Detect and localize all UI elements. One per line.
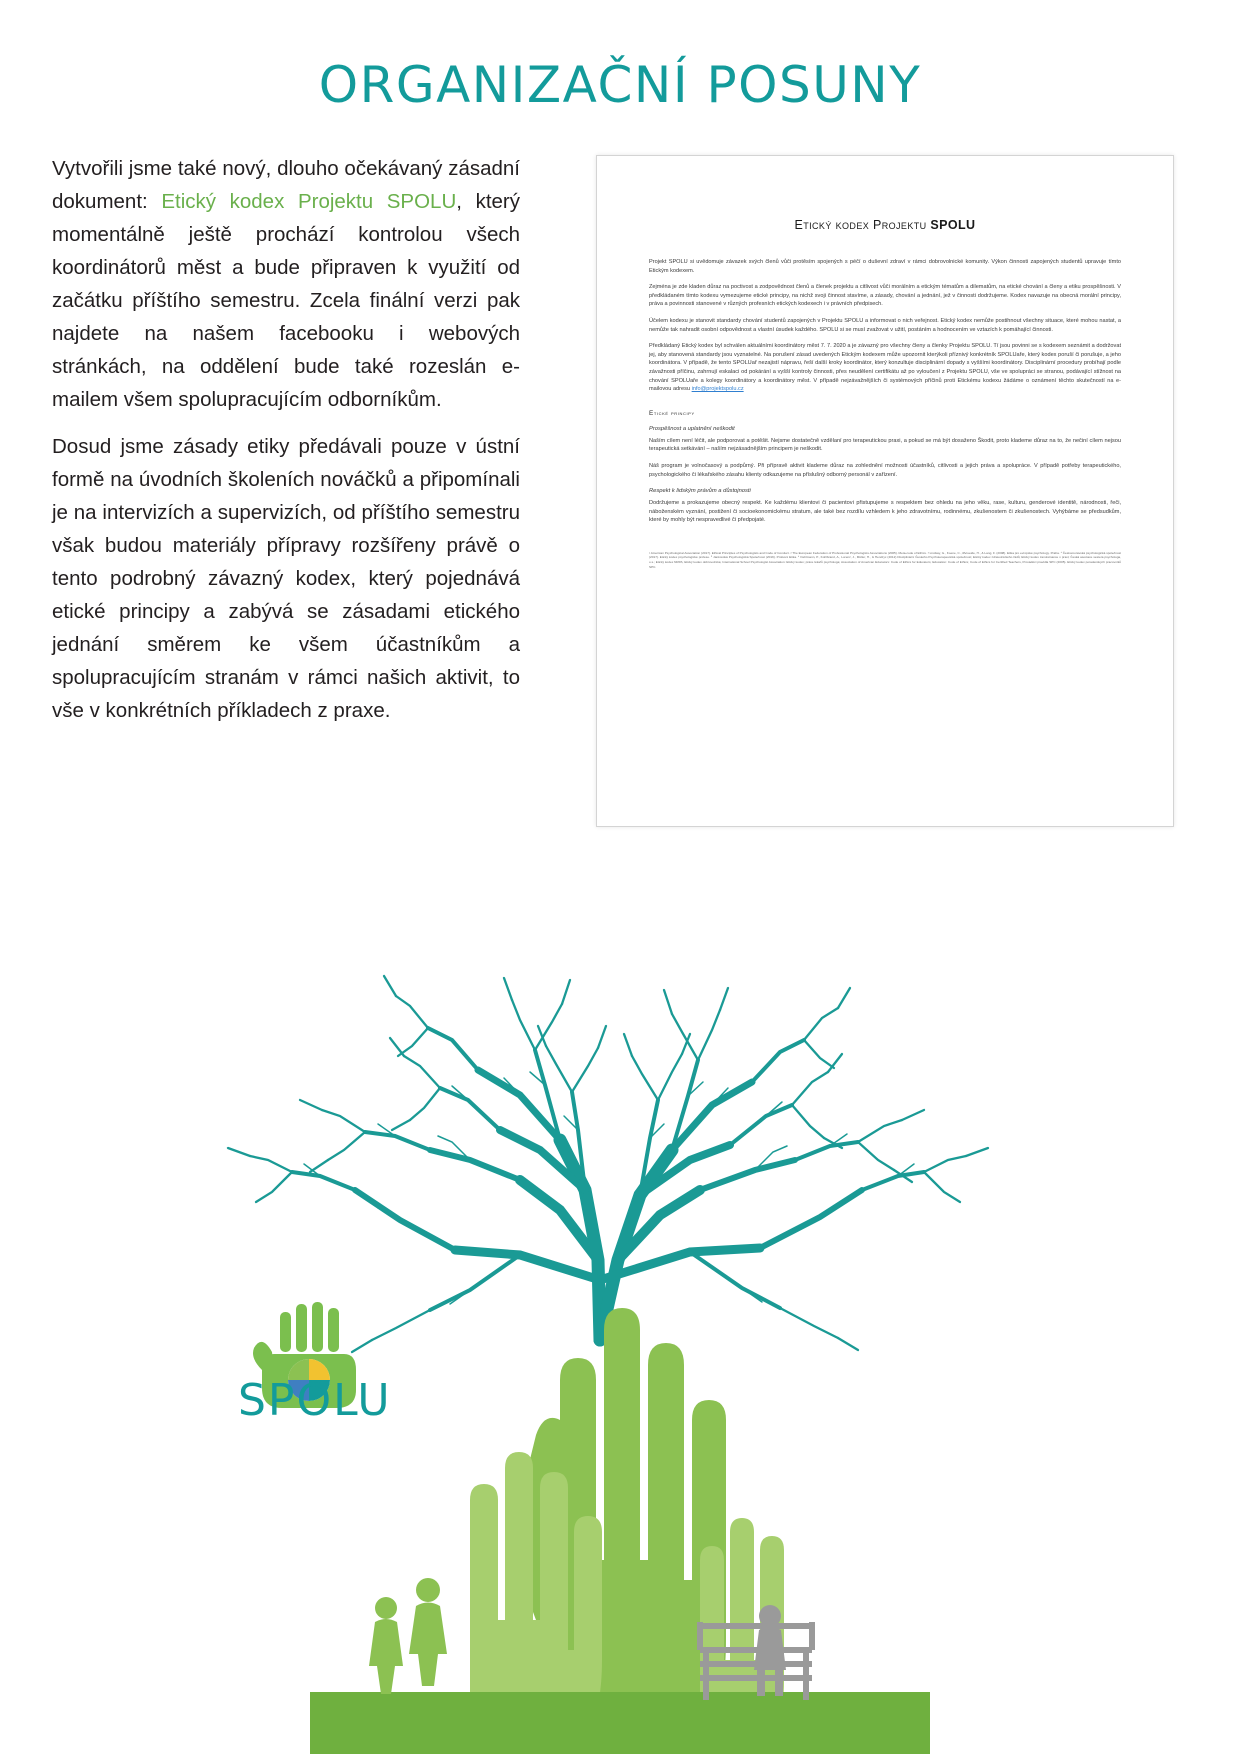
- doc-paragraph: Dodržujeme a prokazujeme obecný respekt. Ke každému klientovi či pacientovi přistupujeme s respektem bez ohledu na jeho věku, rase, kulturu, genderové identitě, národnosti, řeči, náboženském vyznání, postižení či socioekonomickému stratum, ale také bez rozdílu vzhledem k jeho zdravotnímu, rodinnému, zkušenostem či zkušenostech. Vyhýbáme se předsudkům, které by mohly být nespravedlivé či předpojaté.: [649, 500, 1121, 524]
- doc-paragraph: Projekt SPOLU si uvědomuje závazek svých členů vůči protěsím spojených s péčí o duševní zdraví v rámci dobrovolnické komunity. Výkon činnosti zapojených studentů upravuje tímto Etickým kodexem.: [649, 259, 1121, 274]
- article-paragraph-2: Dosud jsme zásady etiky předávali pouze v ústní formě na úvodních školeních nováčků a připomínali je na intervizích a supervizích, od příštího semestru však budou materiály přípravy rozšířeny právě o tento podrobný závazný kodex, který pojednává etické principy a zabývá se zásadami etického jednání směrem ke všem účastníkům a spolupracujícím stranám v rámci našich aktivit, to vše v konkrétních příkladech z praxe.: [52, 435, 520, 722]
- doc-paragraph-text: Předkládaný Etický kodex byl schválen aktuálními koordinátory měst 7. 7. 2020 a je závazný pro všechny členy a členky Projektu SPOLU. Tí jsou povinni se s kodexem seznámit a dodržovat jej, aby stanovená standardy jsou vyznatelné. Na porušení zásad uvedených Etickým kodexem může upozornit kterýkoli příznivý konkrétník SPOLUaře, který kodex poruší či porušuje, a jeho koordinátora. V případě, že tento SPOLUař nezajistí nápravu, řeší další kroky koordinátor, který konzultuje disciplinární dopady s vyššími koordinátory. Disciplinární procedury probíhají podle závažnosti příčinu, zahrnují eskalaci od pokárání a vyšší kontroly činnosti, přes neudělení certifikátu až po vyloučení z Projektu SPOLU, vše ve spolupráci se stranou, podávající stížnost na chování SPOLUaře a kolegy koordinátory a koordinátory měst. V případě nejzávažnějších či systémových příčinů proti Etickému kodexu žádáme o oznámení těchto skutečností na e-mailovou adresu: [649, 343, 1121, 393]
- doc-paragraph: Účelem kodexu je stanovit standardy chování studentů zapojených v Projektu SPOLU a informovat o nich veřejnost. Etický kodex nemůže postihnout všechny situace, které mohou nastat, a nemůže tak nahradit osobní odpovědnost a vlastní úsudek každého. SPOLU si se musí zvažovat v užití, postáním a hodnocením ve vztazích k pomáhající činnosti.: [649, 317, 1121, 333]
- tree-hands-illustration: [0, 860, 1240, 1754]
- doc-subheading: Respekt k lidským právům a důstojnosti: [649, 488, 751, 495]
- doc-footnotes: ¹ American Psychological Association (2017). Ethical Principles of Psychologists and Code of Conduct. ² The European Federation of Professional Psychologists Associations (2005). Meta-code of Ethics. ³ Lindsay, G., Koene, C., Øvreeide, H., & Lang, F. (2008). Etika pro evropské psychology. Praha. ⁴ Českomoravská psychologická společnost (2017). Etický kodex psychologické profese. ⁵ Jankovská Psychologická Společnost (2019). Profesní Etika. ⁶ Oehlmann, P., Kohlbrand, A., Lorenz, J., Müller, H., & Hendryx (2012) Disciplinární Českého Psychoterapeutická společnost; Etický kodex zdravotnického řádů; Etický kodex zaměstnance v praxi; Česká asociace sestera psychologa, o.s.; Etický kodex NRPA; Etický kodex dobrovolníka; International School Psychologist Association: Etický kodex; práce lékařů psychologa; Association of American Educators: Code of Ethics for Educators; Education: Code of Ethics; Code of Ethics for Certified Teachers, Prováděcí pravidla SPC (2005). Etický kodex poradenských pracovníků SPC.: [649, 550, 1121, 569]
- eticky-kodex-link[interactable]: Etický kodex Projektu SPOLU: [161, 190, 457, 213]
- page-title: ORGANIZAČNÍ POSUNY: [318, 56, 922, 114]
- doc-section-heading: Etické principy: [649, 409, 695, 417]
- illustration-svg: [0, 860, 1240, 1754]
- doc-subheading: Prospěšnost a uplatnění neškodit: [649, 425, 735, 432]
- document-preview-title: [649, 218, 1121, 232]
- doc-paragraph: Náš program je volnočasový a podpůrný. Při přípravě aktivit klademe důraz na zohlednění možnosti účastníků, citlivosti a jejich práva a spolupráce. V případě potřeby terapeutického, psychologického či lékařského zásahu klienty odkazujeme na příslušný odborný personál v zařízení.: [649, 462, 1121, 478]
- document-preview[interactable]: [596, 155, 1174, 827]
- ground-strip: [310, 1692, 930, 1754]
- doc-paragraph: Zejména je zde kladen důraz na poctivost a zodpovědnost členů a členek projektu a citlivost vůči morálním a etickým tématům a dilematům, na etické chování a členy a etiku prospěšnosti. V předkládaném tímto kodexu vymezujeme etické principy, na nichž svoji činnost stavíme, a zásady, chování a jednání, jež v činnosti dodržujeme. Kodex navazuje na obecná morální principy, práva a povinnosti stanovené v různých profesních etických kodexech i v právních předpisech.: [649, 284, 1121, 308]
- paragraph1-part2: , který momentálně ještě prochází kontrolou všech koordinátorů měst a bude připraven k využití od začátku příštího semestru. Zcela finální verzi pak najdete na našem facebooku i webových stránkách, na oddělení bude také rozeslán e-mailem všem spolupracujícím odborníkům.: [52, 190, 520, 411]
- article-body: [52, 152, 520, 741]
- doc-email-link[interactable]: info@projektspolu.cz: [691, 386, 744, 393]
- doc-title-bold: SPOLU: [930, 218, 976, 232]
- doc-paragraph: [649, 342, 1121, 394]
- doc-title-prefix: Etický kodex Projektu: [794, 218, 931, 232]
- doc-paragraph: Naším cílem není léčit, ale podporovat a potěšit. Nejsme dostatečně vzdělaní pro terapeutickou praxi, a pokud se má být dosaženo Škodit, proto klademe důraz na to, že nečiní cílem nejsou terapeutická setkávání – naším nejzásadnějším principem je neškodit.: [649, 437, 1121, 453]
- tree-canopy-icon: [228, 976, 988, 1352]
- spolu-logo-text: SPOLU: [238, 1375, 392, 1426]
- people-silhouettes: [369, 1578, 447, 1694]
- article-paragraph-1: [52, 152, 520, 416]
- paragraph1-part1: Vytvořili jsme také nový, dlouho očekávaný zásadní dokument:: [52, 157, 520, 213]
